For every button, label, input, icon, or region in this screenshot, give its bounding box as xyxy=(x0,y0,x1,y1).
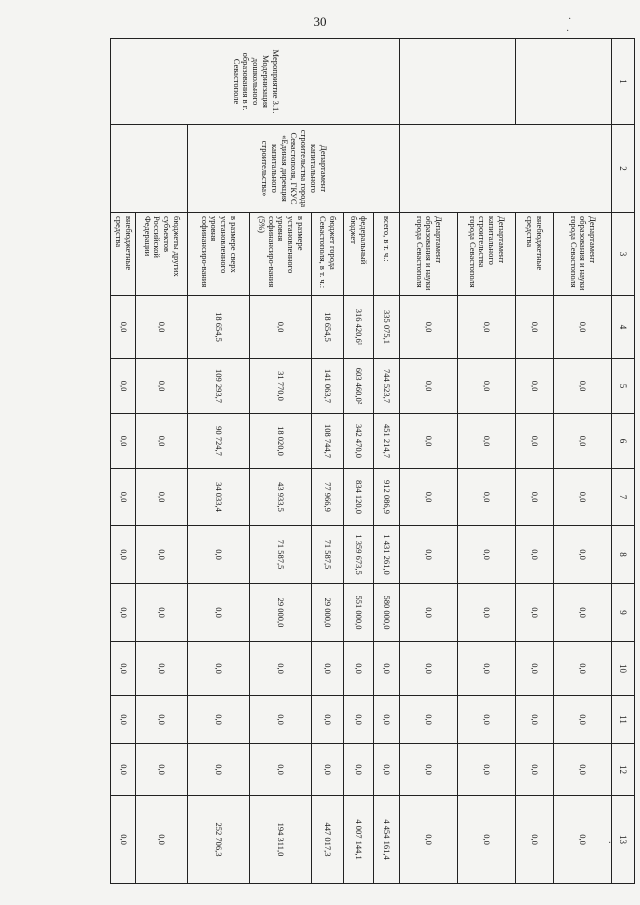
amount-cell: 0,0 xyxy=(111,296,136,359)
amount-cell: 0,0 xyxy=(516,584,554,642)
amount-cell: 0,0 xyxy=(111,696,136,744)
amount-cell: 1 359 673,5 xyxy=(344,526,374,584)
amount-cell: 0,0 xyxy=(188,642,250,696)
funding-source-label: бюджет города Севастополя, в т. ч.: xyxy=(312,213,344,296)
amount-cell: 0,0 xyxy=(250,696,312,744)
amount-cell: 912 086,9 xyxy=(374,469,400,526)
amount-cell: 0,0 xyxy=(374,642,400,696)
amount-cell: 0,0 xyxy=(458,469,516,526)
amount-cell: 335 075,1 xyxy=(374,296,400,359)
amount-cell: 0,0 xyxy=(188,744,250,796)
amount-cell: 109 293,7 xyxy=(188,359,250,414)
amount-cell: 0,0 xyxy=(374,696,400,744)
amount-cell: 0,0 xyxy=(136,414,188,469)
scan-mark: · xyxy=(568,14,572,25)
funding-source-label: Департамент образования и науки города Севастополя xyxy=(400,213,458,296)
amount-cell: 0,0 xyxy=(344,744,374,796)
amount-cell: 0,0 xyxy=(554,744,612,796)
amount-cell: 108 744,7 xyxy=(312,414,344,469)
amount-cell: 0,0 xyxy=(516,696,554,744)
column-number: 13 xyxy=(612,796,635,884)
cell-empty xyxy=(516,39,612,125)
amount-cell: 0,0 xyxy=(516,469,554,526)
funding-source-label: в размере сверх установленного уровня софинансиро-вания xyxy=(188,213,250,296)
cell-empty xyxy=(111,125,188,213)
amount-cell: 0,0 xyxy=(188,696,250,744)
table-row xyxy=(136,39,188,884)
amount-cell: 0,0 xyxy=(111,469,136,526)
funding-source-label: Департамент образования и науки города Севастополя xyxy=(554,213,612,296)
amount-cell: 0,0 xyxy=(400,359,458,414)
amount-cell: 0,0 xyxy=(458,744,516,796)
measure-name: Мероприятие 3.1. Модернизация дошкольного образования в г. Севастополе xyxy=(111,39,400,125)
amount-cell: 0,0 xyxy=(458,414,516,469)
scan-mark: · xyxy=(608,838,612,849)
amount-cell: 603 460,0² xyxy=(344,359,374,414)
amount-cell: 0,0 xyxy=(312,696,344,744)
column-number: 4 xyxy=(612,296,635,359)
amount-cell: 0,0 xyxy=(400,796,458,884)
cell-empty xyxy=(400,39,516,125)
amount-cell: 34 033,4 xyxy=(188,469,250,526)
column-number-row xyxy=(612,39,635,884)
column-number: 5 xyxy=(612,359,635,414)
column-number: 11 xyxy=(612,696,635,744)
amount-cell: 0,0 xyxy=(136,359,188,414)
amount-cell: 141 063,7 xyxy=(312,359,344,414)
amount-cell: 4 007 144,1 xyxy=(344,796,374,884)
funding-source-label: Департамент капитального строительства города Севастополя xyxy=(458,213,516,296)
amount-cell: 0,0 xyxy=(344,696,374,744)
column-number: 7 xyxy=(612,469,635,526)
table-row xyxy=(554,39,612,884)
column-number: 9 xyxy=(612,584,635,642)
amount-cell: 0,0 xyxy=(111,414,136,469)
amount-cell: 0,0 xyxy=(458,796,516,884)
amount-cell: 0,0 xyxy=(400,584,458,642)
amount-cell: 0,0 xyxy=(250,744,312,796)
amount-cell: 0,0 xyxy=(458,642,516,696)
amount-cell: 0,0 xyxy=(516,359,554,414)
amount-cell: 18 654,5 xyxy=(188,296,250,359)
amount-cell: 0,0 xyxy=(516,296,554,359)
amount-cell: 0,0 xyxy=(554,296,612,359)
amount-cell: 0,0 xyxy=(458,359,516,414)
column-number: 10 xyxy=(612,642,635,696)
amount-cell: 0,0 xyxy=(458,526,516,584)
amount-cell: 0,0 xyxy=(400,296,458,359)
amount-cell: 0,0 xyxy=(111,526,136,584)
column-number: 2 xyxy=(612,125,635,213)
amount-cell: 0,0 xyxy=(136,642,188,696)
amount-cell: 451 214,7 xyxy=(374,414,400,469)
amount-cell: 0,0 xyxy=(516,414,554,469)
funding-source-label: внебюджетные средства xyxy=(111,213,136,296)
amount-cell: 0,0 xyxy=(554,696,612,744)
funding-source-label: бюджеты других субъектов Российской Федерации xyxy=(136,213,188,296)
amount-cell: 0,0 xyxy=(111,744,136,796)
amount-cell: 0,0 xyxy=(136,796,188,884)
funding-source-label: внебюджетные средства xyxy=(516,213,554,296)
cell-empty xyxy=(400,125,612,213)
amount-cell: 0,0 xyxy=(554,359,612,414)
column-number: 3 xyxy=(612,213,635,296)
amount-cell: 0,0 xyxy=(554,414,612,469)
amount-cell: 0,0 xyxy=(516,744,554,796)
amount-cell: 0,0 xyxy=(400,642,458,696)
column-number: 6 xyxy=(612,414,635,469)
amount-cell: 580 000,0 xyxy=(374,584,400,642)
amount-cell: 0,0 xyxy=(111,584,136,642)
amount-cell: 0,0 xyxy=(136,696,188,744)
amount-cell: 0,0 xyxy=(554,469,612,526)
amount-cell: 0,0 xyxy=(250,642,312,696)
amount-cell: 0,0 xyxy=(188,584,250,642)
amount-cell: 0,0 xyxy=(400,469,458,526)
amount-cell: 77 966,9 xyxy=(312,469,344,526)
amount-cell: 834 120,0 xyxy=(344,469,374,526)
amount-cell: 0,0 xyxy=(458,296,516,359)
amount-cell: 43 933,5 xyxy=(250,469,312,526)
amount-cell: 0,0 xyxy=(554,642,612,696)
amount-cell: 316 420,6¹ xyxy=(344,296,374,359)
amount-cell: 744 523,7 xyxy=(374,359,400,414)
amount-cell: 0,0 xyxy=(516,796,554,884)
amount-cell: 194 311,0 xyxy=(250,796,312,884)
amount-cell: 0,0 xyxy=(516,642,554,696)
amount-cell: 0,0 xyxy=(344,642,374,696)
amount-cell: 0,0 xyxy=(111,359,136,414)
amount-cell: 0,0 xyxy=(111,796,136,884)
funding-source-label: федеральный бюджет xyxy=(344,213,374,296)
amount-cell: 342 470,0 xyxy=(344,414,374,469)
amount-cell: 0,0 xyxy=(400,414,458,469)
amount-cell: 4 454 161,4 xyxy=(374,796,400,884)
amount-cell: 0,0 xyxy=(400,696,458,744)
amount-cell: 1 431 261,0 xyxy=(374,526,400,584)
column-number: 1 xyxy=(612,39,635,125)
amount-cell: 29 000,0 xyxy=(312,584,344,642)
scan-mark: · xyxy=(566,26,570,37)
amount-cell: 18 020,0 xyxy=(250,414,312,469)
table-body xyxy=(111,39,635,884)
amount-cell: 0,0 xyxy=(136,469,188,526)
amount-cell: 0,0 xyxy=(458,696,516,744)
budget-table xyxy=(110,38,635,884)
amount-cell: 0,0 xyxy=(400,526,458,584)
amount-cell: 0,0 xyxy=(312,642,344,696)
amount-cell: 0,0 xyxy=(458,584,516,642)
amount-cell: 447 017,3 xyxy=(312,796,344,884)
table-row xyxy=(374,39,400,884)
amount-cell: 71 587,5 xyxy=(312,526,344,584)
amount-cell: 0,0 xyxy=(554,526,612,584)
amount-cell: 0,0 xyxy=(374,744,400,796)
amount-cell: 31 770,0 xyxy=(250,359,312,414)
funding-source-label: в размере установленного уровня софинансиро-вания (5%) xyxy=(250,213,312,296)
amount-cell: 0,0 xyxy=(136,296,188,359)
amount-cell: 0,0 xyxy=(136,744,188,796)
funding-source-label: всего, в т. ч.: xyxy=(374,213,400,296)
amount-cell: 0,0 xyxy=(554,796,612,884)
amount-cell: 29 000,0 xyxy=(250,584,312,642)
amount-cell: 0,0 xyxy=(136,526,188,584)
amount-cell: 0,0 xyxy=(312,744,344,796)
amount-cell: 90 724,7 xyxy=(188,414,250,469)
amount-cell: 0,0 xyxy=(136,584,188,642)
amount-cell: 551 000,0 xyxy=(344,584,374,642)
amount-cell: 0,0 xyxy=(111,642,136,696)
column-number: 12 xyxy=(612,744,635,796)
amount-cell: 252 706,3 xyxy=(188,796,250,884)
amount-cell: 0,0 xyxy=(516,526,554,584)
page-number: 30 xyxy=(313,14,327,29)
executor-name: Департамент капитального строительства города Севастополя, ГКУС «Единая дирекция капитального строительства» xyxy=(188,125,400,213)
column-number: 8 xyxy=(612,526,635,584)
amount-cell: 0,0 xyxy=(554,584,612,642)
amount-cell: 18 654,5 xyxy=(312,296,344,359)
amount-cell: 71 587,5 xyxy=(250,526,312,584)
amount-cell: 0,0 xyxy=(188,526,250,584)
amount-cell: 0,0 xyxy=(400,744,458,796)
amount-cell: 0,0 xyxy=(250,296,312,359)
